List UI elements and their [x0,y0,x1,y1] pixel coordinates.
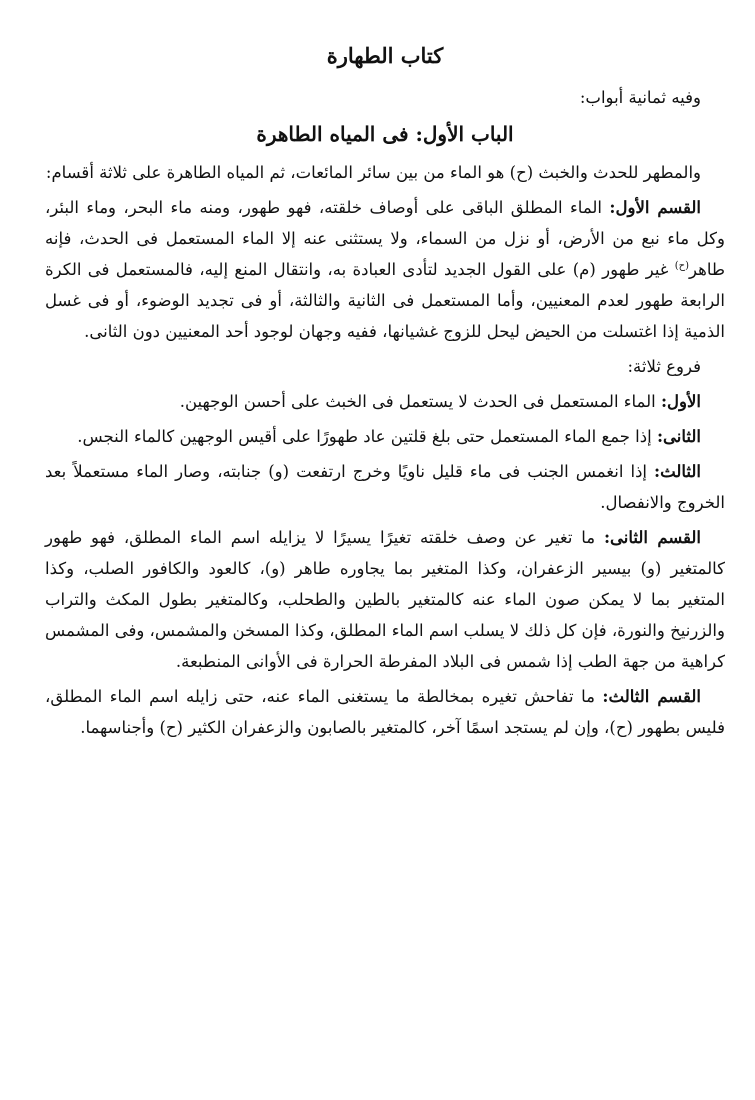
section-1-heading: القسم الأول: [609,198,701,217]
section-3-heading: القسم الثالث: [602,687,701,706]
section-2-heading: القسم الثانى: [603,528,701,547]
branches-intro: فروع ثلاثة: [627,357,701,376]
section-2-text: ما تغير عن وصف خلقته تغيرًا يسيرًا لا يزايله اسم الماء المطلق، فهو طهور كالمتغير (و) بيسير الزعفران، وكذا المتغير بما يجاوره طاهر (و)، كالعود والكافور الصلب، وكذا المتغير بما لا يمكن صون الماء عنه كالمتغير بالطين والطحلب، وكالمتغير بطول المكث والتراب والزرنيخ والنورة، فإن كل ذلك لا يسلب اسم الماء المطلق، وكذا المسخن والمشمس، وفى المشمس كراهية من جهة الطب إذا شمس فى البلاد المفرطة الحرارة فى الأوانى المنطبعة. [45,528,725,671]
chapter-title: الباب الأول: فى المياه الطاهرة [256,122,514,146]
section-2-paragraph [45,522,725,677]
branch-1-heading: الأول: [660,392,701,411]
section-1-text-a: الماء المطلق الباقى على أوصاف خلقته، فهو طهور، ومنه ماء البحر، وماء البئر، وكل ماء نبع من الأرض، أو نزل من السماء، ولا يستثنى عنه إلا الماء المستعمل فى الحدث، فإنه طاهر [45,198,725,279]
section-3-text: ما تفاحش تغيره بمخالطة ما يستغنى الماء عنه، حتى زايله اسم الماء المطلق، فليس بطهور (ح)، وإن لم يستجد اسمًا آخر، كالمتغير بالصابون والزعفران الكثير (ح) وأجناسهما. [45,687,725,737]
document-page [45,40,725,747]
branch-3-heading: الثالث: [654,462,701,481]
branch-1-text: الماء المستعمل فى الحدث لا يستعمل فى الخبث على أحسن الوجهين. [179,392,661,411]
section-1-text-b: غير طهور (م) على القول الجديد لتأدى العبادة به، وانتقال المنع إليه، فالمستعمل فى الكرة الرابعة طهور لعدم المعنيين، وأما المستعمل فى الثانية والثالثة، أو فى تجديد الوضوء، أو فى غسل الذمية إذا اغتسلت من الحيض ليحل للزوج غشيانها، ففيه وجهان لوجود أحد المعنيين دون الثانى. [45,260,725,341]
book-title: كتاب الطهارة [326,43,444,68]
footnote-marker: (ح) [674,260,690,272]
section-3-paragraph [45,681,725,743]
branch-3-paragraph [45,456,725,518]
paragraph-main: والمطهر للحدث والخبث (ح) هو الماء من بين سائر المائعات، ثم المياه الطاهرة على ثلاثة أقسام: [45,163,701,182]
branch-2-paragraph [45,421,725,452]
section-1-paragraph [45,192,725,347]
branch-2-heading: الثانى: [656,427,701,446]
branch-3-text: إذا انغمس الجنب فى ماء قليل ناويًا وخرج ارتفعت (و) جنابته، وصار الماء مستعملاً بعد الخروج والانفصال. [45,462,725,512]
intro-line: وفيه ثمانية أبواب: [579,88,701,107]
branch-1-paragraph [45,386,725,417]
branch-2-text: إذا جمع الماء المستعمل حتى بلغ قلتين عاد طهورًا على أقيس الوجهين كالماء النجس. [77,427,657,446]
